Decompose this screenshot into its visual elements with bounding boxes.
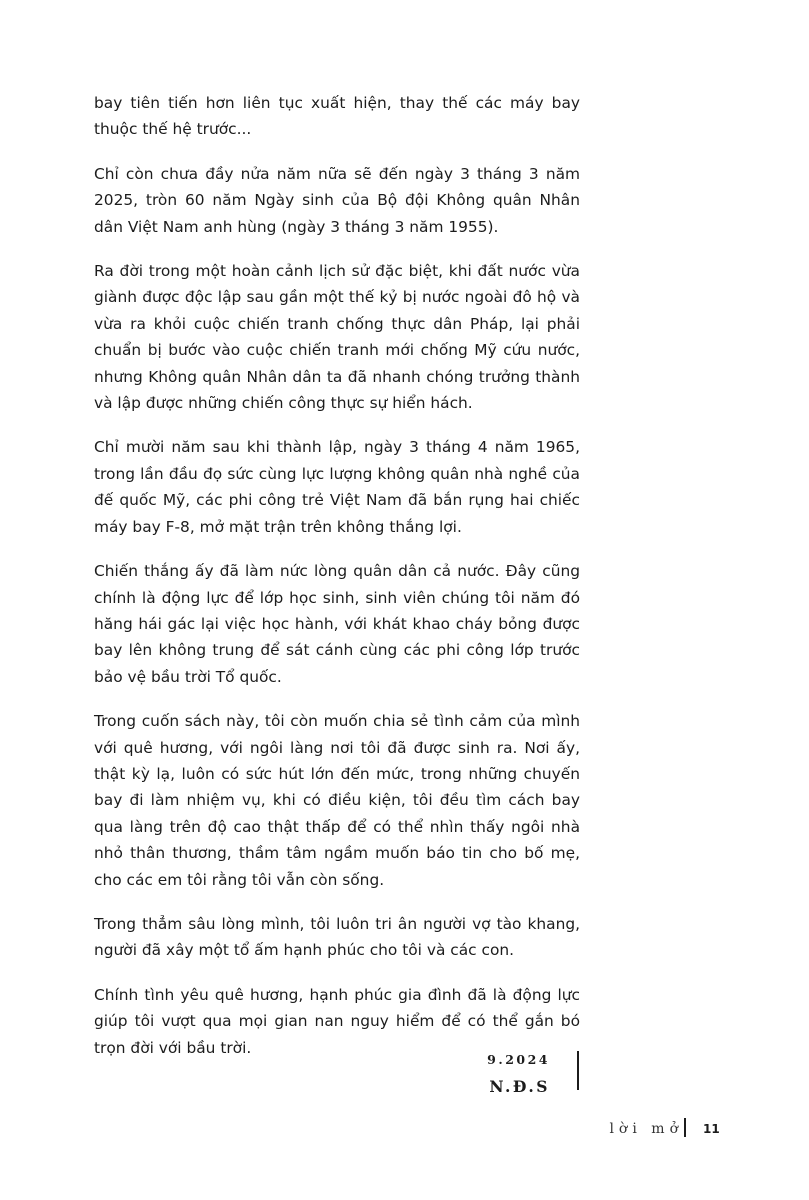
paragraph-8: Chính tình yêu quê hương, hạnh phúc gia đình đã là động lực giúp tôi vượt qua mọi gian nan nguy hiểm để có thể gắn bó trọn đời với bầu trời. (94, 985, 580, 1057)
signature-author: N.Đ.S (489, 1077, 550, 1096)
signature-divider (577, 1051, 579, 1090)
paragraph-4: Chỉ mười năm sau khi thành lập, ngày 3 tháng 4 năm 1965, trong lần đầu đọ sức cùng lực lượng không quân nhà nghề của đế quốc Mỹ, các phi công trẻ Việt Nam đã bắn rụng hai chiếc máy bay F-8, mở mặt trận trên không thắng lợi. (94, 438, 580, 536)
signature-date: 9.2024 (487, 1052, 550, 1067)
page-number: 11 (703, 1122, 720, 1136)
signature-block (487, 1051, 550, 1097)
paragraph-6: Trong cuốn sách này, tôi còn muốn chia sẻ tình cảm của mình với quê hương, với ngôi làng nơi tôi đã được sinh ra. Nơi ấy, thật kỳ lạ, luôn có sức hút lớn đến mức, trong những chuyến bay đi làm nhiệm vụ, khi có điều kiện, tôi đều tìm cách bay qua làng trên độ cao thật thấp để có thể nhìn thấy ngôi nhà nhỏ thân thương, thầm tâm ngầm muốn báo tin cho bố mẹ, cho các em tôi rằng tôi vẫn còn sống. (94, 712, 580, 889)
paragraph-2: Chỉ còn chưa đầy nửa năm nữa sẽ đến ngày 3 tháng 3 năm 2025, tròn 60 năm Ngày sinh của Bộ đội Không quân Nhân dân Việt Nam anh hùng (ngày 3 tháng 3 năm 1955). (94, 164, 580, 236)
footer-divider (684, 1118, 686, 1137)
paragraph-7: Trong thẳm sâu lòng mình, tôi luôn tri ân người vợ tào khang, người đã xây một tổ ấm hạnh phúc cho tôi và các con. (94, 914, 580, 960)
running-footer-title: lời mở (609, 1121, 683, 1137)
paragraph-1: bay tiên tiến hơn liên tục xuất hiện, thay thế các máy bay thuộc thế hệ trước... (94, 94, 580, 139)
preface-body (94, 90, 580, 1079)
paragraph-3: Ra đời trong một hoàn cảnh lịch sử đặc biệt, khi đất nước vừa giành được độc lập sau gần một thế kỷ bị nước ngoài đô hộ và vừa ra khỏi cuộc chiến tranh chống thực dân Pháp, lại phải chuẩn bị bước vào cuộc chiến tranh mới chống Mỹ cứu nước, nhưng Không quân Nhân dân ta đã nhanh chóng trưởng thành và lập được những chiến công thực sự hiển hách. (94, 262, 580, 413)
paragraph-5: Chiến thắng ấy đã làm nức lòng quân dân cả nước. Đây cũng chính là động lực để lớp học sinh, sinh viên chúng tôi năm đó hăng hái gác lại việc học hành, với khát khao cháy bỏng được bay lên không trung để sát cánh cùng các phi công lớp trước bảo vệ bầu trời Tổ quốc. (94, 562, 580, 686)
